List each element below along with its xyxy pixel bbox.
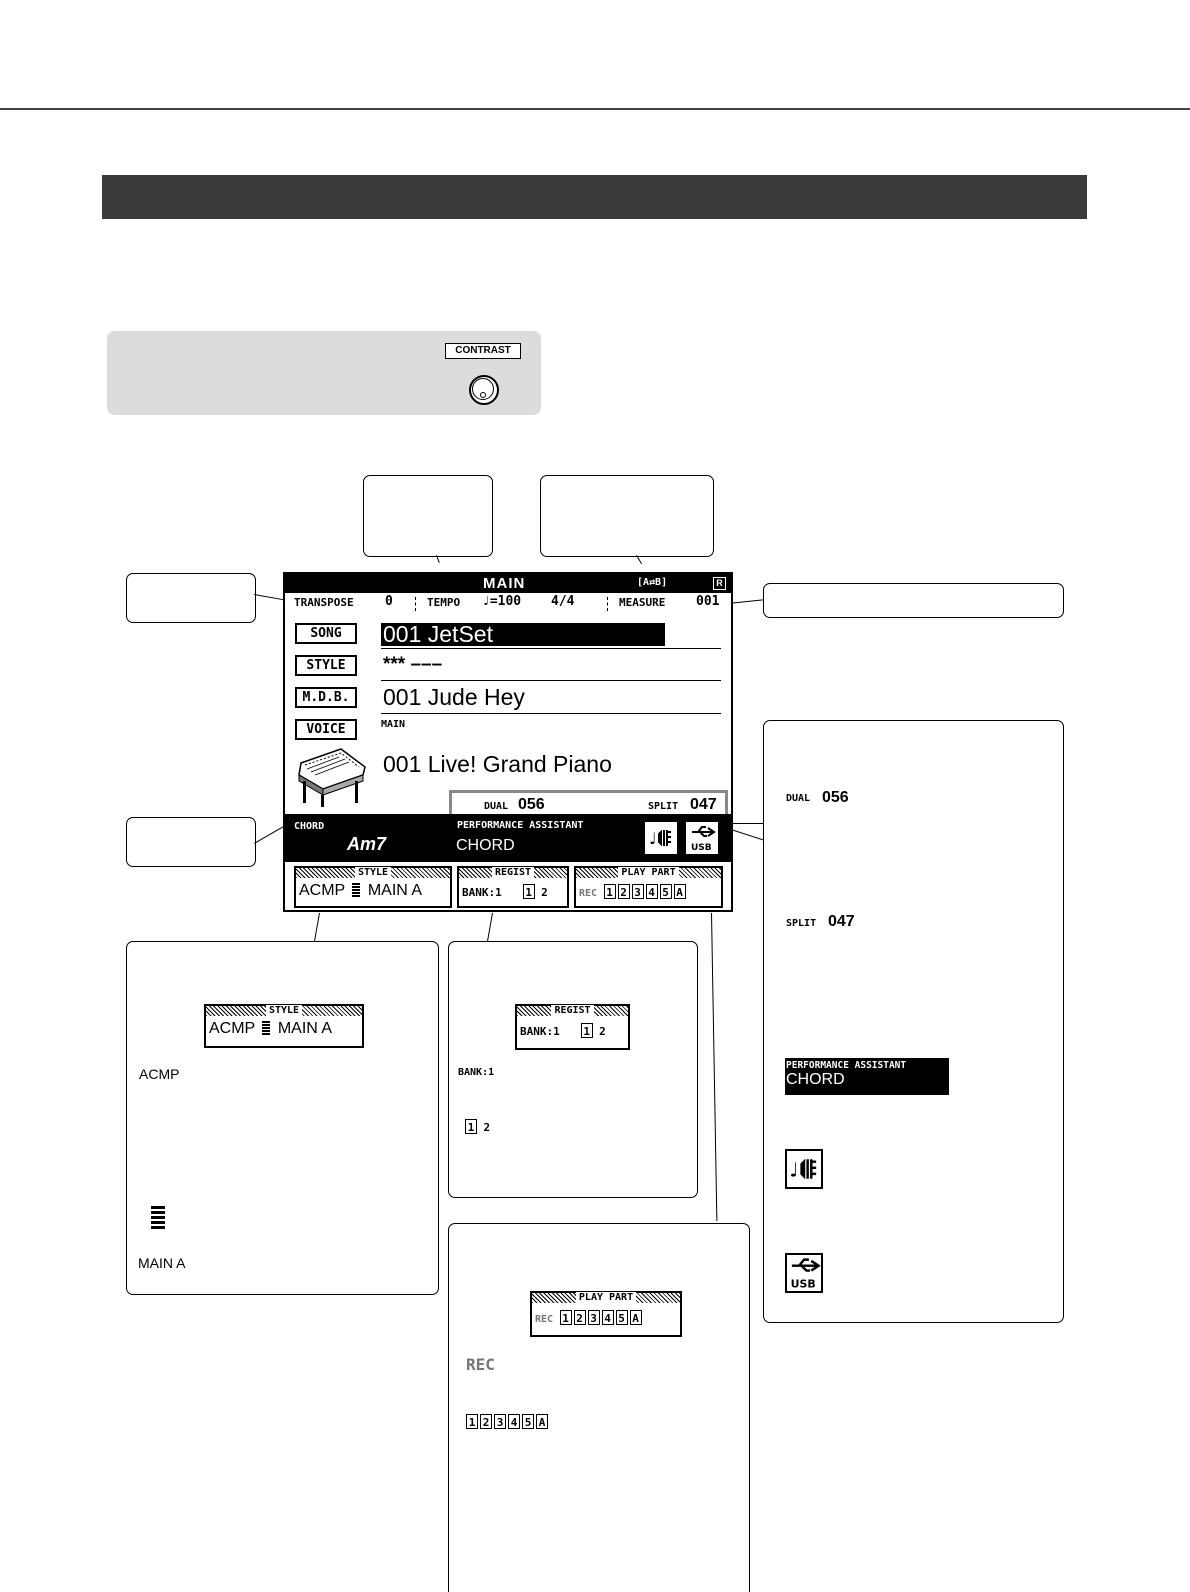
tempo-label: TEMPO xyxy=(427,596,461,609)
style-tag: STYLE xyxy=(295,655,357,676)
legend-dual-label: DUAL xyxy=(786,793,811,804)
example-part-1: 1 xyxy=(560,1310,572,1325)
legend-part-3: 3 xyxy=(494,1414,506,1429)
regist-panel-title: REGIST xyxy=(492,867,534,878)
legend-acmp: ACMP xyxy=(139,1066,180,1082)
split-value: 047 xyxy=(690,796,717,813)
regist-button-2: 2 xyxy=(541,886,548,899)
ab-indicator: [A⇄B] xyxy=(637,577,668,588)
style-panel-example xyxy=(204,1004,364,1048)
part-2: 2 xyxy=(618,884,630,899)
playpart-panel-title: PLAY PART xyxy=(618,867,678,878)
example-part-2: 2 xyxy=(574,1310,586,1325)
legend-usb-label: USB xyxy=(790,1277,816,1291)
bank-example: BANK:1 xyxy=(520,1025,560,1038)
svg-text:♩: ♩ xyxy=(789,1158,799,1182)
legend-part-4: 4 xyxy=(508,1414,520,1429)
transpose-label: TRANSPOSE xyxy=(294,596,354,609)
legend-dual-value: 056 xyxy=(822,789,849,806)
leader-playpart xyxy=(711,913,717,1221)
regist-example-button-2: 2 xyxy=(599,1025,606,1038)
style-panel-title: STYLE xyxy=(355,867,391,878)
time-signature: 4/4 xyxy=(551,594,575,609)
rec-indicator: REC xyxy=(579,888,598,899)
song-name: 001 JetSet xyxy=(381,623,665,646)
voice-name: 001 Live! Grand Piano xyxy=(383,751,612,777)
callout-transpose xyxy=(126,573,256,623)
regist-button-1: 1 xyxy=(523,884,535,899)
style-panel-example-title: STYLE xyxy=(266,1005,302,1016)
example-part-a: A xyxy=(630,1310,642,1325)
leader-style xyxy=(314,913,320,944)
lcd-title: MAIN xyxy=(483,575,526,592)
playpart-panel xyxy=(574,866,723,908)
dual-split-explanation-box xyxy=(763,720,1064,1323)
dual-value: 056 xyxy=(518,796,545,813)
acmp-example: ACMP xyxy=(209,1020,255,1037)
measure-value: 001 xyxy=(696,594,720,609)
grand-piano-icon xyxy=(293,745,369,809)
leader-usb xyxy=(728,828,766,841)
legend-split-value: 047 xyxy=(828,913,855,930)
pa-icon xyxy=(645,822,677,854)
bank-indicator: BANK:1 xyxy=(462,886,502,899)
example-part-3: 3 xyxy=(588,1310,600,1325)
legend-part-2: 2 xyxy=(480,1414,492,1429)
legend-regist-2: 2 xyxy=(483,1121,491,1134)
pa-value: CHORD xyxy=(456,837,515,854)
top-rule xyxy=(0,108,1190,110)
legend-usb-icon xyxy=(785,1253,823,1293)
acmp-indicator: ACMP xyxy=(299,882,345,899)
leader-regist xyxy=(487,913,493,944)
rec-example: REC xyxy=(535,1314,554,1325)
legend-rec: REC xyxy=(466,1355,495,1374)
regist-panel-example-title: REGIST xyxy=(551,1005,593,1016)
leader-pa xyxy=(728,823,764,824)
chord-value: Am7 xyxy=(347,834,387,854)
callout-chord xyxy=(126,817,256,867)
legend-pa-icon xyxy=(785,1149,823,1189)
legend-part-5: 5 xyxy=(522,1414,534,1429)
usb-icon xyxy=(686,822,718,854)
section-indicator: MAIN A xyxy=(367,882,423,899)
part-a: A xyxy=(674,884,686,899)
regist-example-button-1: 1 xyxy=(581,1023,593,1038)
leader-measure xyxy=(728,599,763,604)
style-panel xyxy=(294,866,452,908)
part-4: 4 xyxy=(646,884,658,899)
legend-regist-1: 1 xyxy=(465,1119,477,1134)
section-bar-example-icon xyxy=(262,1021,270,1035)
legend-parts xyxy=(466,1413,550,1431)
playpart-panel-example-title: PLAY PART xyxy=(576,1292,636,1303)
contrast-knob-dot xyxy=(480,392,486,398)
legend-main-a: MAIN A xyxy=(138,1255,186,1271)
example-part-4: 4 xyxy=(602,1310,614,1325)
section-bar-legend-icon xyxy=(151,1206,165,1230)
example-part-5: 5 xyxy=(616,1310,628,1325)
section-title-bar xyxy=(102,175,1087,219)
song-underline xyxy=(381,648,721,649)
part-5: 5 xyxy=(660,884,672,899)
legend-split-label: SPLIT xyxy=(786,918,817,929)
playpart-panel-example xyxy=(530,1291,682,1337)
regist-panel-example xyxy=(515,1004,630,1050)
legend-pa-value: CHORD xyxy=(786,1071,845,1088)
pa-label: PERFORMANCE ASSISTANT xyxy=(457,820,584,831)
status-separator xyxy=(607,597,608,611)
song-tag: SONG xyxy=(295,623,357,644)
part-3: 3 xyxy=(632,884,644,899)
regist-panel xyxy=(457,866,569,908)
tempo-value: ♩=100 xyxy=(482,594,522,609)
legend-pa-block xyxy=(785,1058,949,1095)
legend-pa-label: PERFORMANCE ASSISTANT xyxy=(786,1060,907,1071)
mdb-tag: M.D.B. xyxy=(295,687,357,708)
contrast-label: CONTRAST xyxy=(445,343,521,359)
playpart-explanation-box xyxy=(448,1223,750,1592)
legend-regist-buttons xyxy=(465,1118,490,1136)
style-underline xyxy=(381,680,721,681)
mdb-name: 001 Jude Hey xyxy=(383,684,525,710)
split-label: SPLIT xyxy=(648,801,679,812)
transpose-value: 0 xyxy=(385,594,393,609)
callout-ab xyxy=(540,475,714,557)
legend-part-1: 1 xyxy=(466,1414,478,1429)
legend-bank: BANK:1 xyxy=(458,1067,495,1078)
r-indicator: R xyxy=(713,577,726,590)
style-explanation-box xyxy=(126,941,439,1295)
part-1: 1 xyxy=(604,884,616,899)
voice-tag: VOICE xyxy=(295,719,357,740)
chord-label: CHORD xyxy=(294,821,325,832)
mdb-underline xyxy=(381,713,721,714)
dual-label: DUAL xyxy=(484,801,509,812)
status-separator xyxy=(415,597,416,611)
section-example: MAIN A xyxy=(277,1020,333,1037)
callout-measure xyxy=(763,583,1064,618)
callout-tempo xyxy=(363,475,493,557)
lcd-header xyxy=(285,574,731,593)
voice-main-label: MAIN xyxy=(381,719,406,730)
svg-text:♩: ♩ xyxy=(649,829,657,848)
legend-part-a: A xyxy=(536,1414,548,1429)
usb-label: USB xyxy=(691,843,712,852)
measure-label: MEASURE xyxy=(619,596,666,609)
section-bar-icon xyxy=(352,883,360,897)
style-name: *** ––– xyxy=(383,654,443,675)
